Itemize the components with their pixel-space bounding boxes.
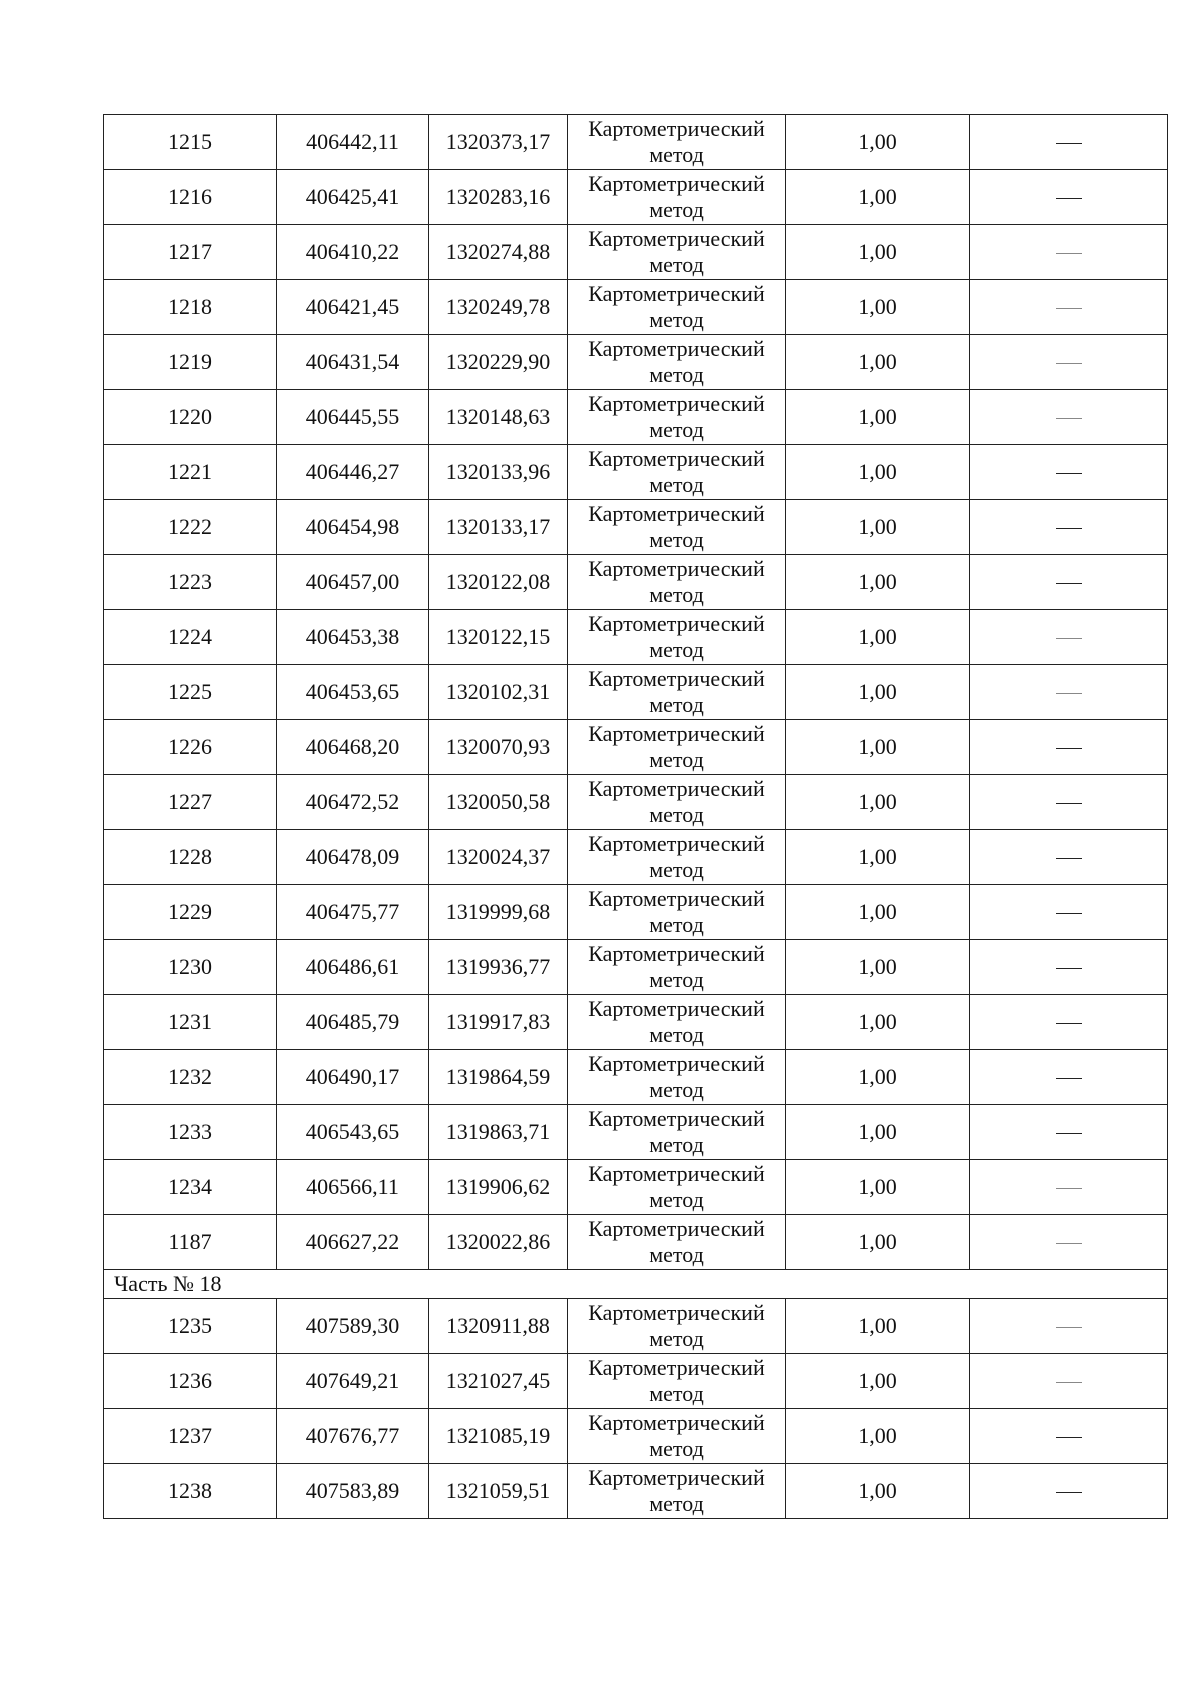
method-line2: метод [649,1491,704,1516]
em-dash-mark [1056,308,1082,309]
em-dash-mark [1056,968,1082,969]
description-cell [970,720,1168,775]
coord-x: 407649,21 [277,1354,429,1409]
coord-y: 1321027,45 [429,1354,568,1409]
em-dash-mark [1056,1133,1082,1134]
coord-y: 1320024,37 [429,830,568,885]
description-cell [970,885,1168,940]
method-line2: метод [649,637,704,662]
coord-y: 1319936,77 [429,940,568,995]
method-cell [568,1160,786,1215]
table-row [104,555,1168,610]
method-line1: Картометрический [588,721,765,746]
precision-value: 1,00 [786,445,970,500]
description-cell [970,225,1168,280]
method-cell [568,720,786,775]
method-line1: Картометрический [588,666,765,691]
table-section-header [104,1270,1168,1299]
method-cell [568,445,786,500]
coord-x: 407676,77 [277,1409,429,1464]
method-line2: метод [649,747,704,772]
table-body-part-b [104,1299,1168,1519]
method-cell [568,170,786,225]
coord-y: 1320122,08 [429,555,568,610]
coord-x: 406453,65 [277,665,429,720]
description-cell [970,830,1168,885]
precision-value: 1,00 [786,775,970,830]
description-cell [970,555,1168,610]
table-row [104,1409,1168,1464]
em-dash-mark [1056,198,1082,199]
em-dash-mark [1056,363,1082,364]
em-dash-mark [1056,1023,1082,1024]
method-line1: Картометрический [588,281,765,306]
method-line2: метод [649,967,704,992]
method-line2: метод [649,582,704,607]
description-cell [970,500,1168,555]
table-row [104,1160,1168,1215]
coord-y: 1320050,58 [429,775,568,830]
point-number: 1238 [104,1464,277,1519]
method-line2: метод [649,1436,704,1461]
method-line1: Картометрический [588,391,765,416]
coord-y: 1320373,17 [429,115,568,170]
coord-y: 1321085,19 [429,1409,568,1464]
point-number: 1233 [104,1105,277,1160]
section-row [104,1270,1168,1299]
point-number: 1232 [104,1050,277,1105]
coord-y: 1320229,90 [429,335,568,390]
coord-x: 406485,79 [277,995,429,1050]
method-line1: Картометрический [588,1051,765,1076]
coord-x: 406446,27 [277,445,429,500]
point-number: 1216 [104,170,277,225]
table-row [104,775,1168,830]
method-line2: метод [649,472,704,497]
table-row [104,940,1168,995]
description-cell [970,445,1168,500]
method-cell [568,555,786,610]
method-cell [568,390,786,445]
method-line2: метод [649,307,704,332]
table-row [104,665,1168,720]
precision-value: 1,00 [786,1299,970,1354]
coord-x: 406627,22 [277,1215,429,1270]
method-cell [568,830,786,885]
coord-y: 1320022,86 [429,1215,568,1270]
description-cell [970,115,1168,170]
description-cell [970,170,1168,225]
coord-x: 406421,45 [277,280,429,335]
coord-y: 1320283,16 [429,170,568,225]
precision-value: 1,00 [786,1215,970,1270]
method-line1: Картометрический [588,831,765,856]
description-cell [970,280,1168,335]
coord-y: 1321059,51 [429,1464,568,1519]
coord-y: 1320274,88 [429,225,568,280]
description-cell [970,1215,1168,1270]
point-number: 1229 [104,885,277,940]
table-row [104,500,1168,555]
point-number: 1223 [104,555,277,610]
precision-value: 1,00 [786,995,970,1050]
coord-x: 406445,55 [277,390,429,445]
em-dash-mark [1056,583,1082,584]
method-line1: Картометрический [588,1465,765,1490]
point-number: 1236 [104,1354,277,1409]
coord-x: 406453,38 [277,610,429,665]
method-line1: Картометрический [588,996,765,1021]
method-cell [568,940,786,995]
description-cell [970,775,1168,830]
method-line2: метод [649,912,704,937]
precision-value: 1,00 [786,1160,970,1215]
em-dash-mark [1056,1437,1082,1438]
coord-x: 406431,54 [277,335,429,390]
precision-value: 1,00 [786,555,970,610]
method-line2: метод [649,527,704,552]
table-row [104,995,1168,1050]
table-row [104,1105,1168,1160]
method-line1: Картометрический [588,1355,765,1380]
point-number: 1227 [104,775,277,830]
method-cell [568,665,786,720]
method-line1: Картометрический [588,1216,765,1241]
method-line1: Картометрический [588,776,765,801]
point-number: 1234 [104,1160,277,1215]
point-number: 1217 [104,225,277,280]
em-dash-mark [1056,1382,1082,1383]
method-cell [568,1215,786,1270]
table-row [104,225,1168,280]
precision-value: 1,00 [786,940,970,995]
method-line2: метод [649,417,704,442]
em-dash-mark [1056,253,1082,254]
point-number: 1221 [104,445,277,500]
method-line1: Картометрический [588,501,765,526]
method-cell [568,335,786,390]
description-cell [970,610,1168,665]
coord-x: 406472,52 [277,775,429,830]
method-line1: Картометрический [588,1106,765,1131]
method-line1: Картометрический [588,446,765,471]
precision-value: 1,00 [786,1354,970,1409]
table-row [104,445,1168,500]
method-line2: метод [649,252,704,277]
em-dash-mark [1056,693,1082,694]
description-cell [970,665,1168,720]
description-cell [970,390,1168,445]
method-cell [568,1409,786,1464]
point-number: 1215 [104,115,277,170]
method-cell [568,225,786,280]
method-line1: Картометрический [588,336,765,361]
method-line1: Картометрический [588,1410,765,1435]
method-line1: Картометрический [588,226,765,251]
point-number: 1230 [104,940,277,995]
coord-x: 406566,11 [277,1160,429,1215]
precision-value: 1,00 [786,830,970,885]
coord-x: 406442,11 [277,115,429,170]
coord-x: 406486,61 [277,940,429,995]
coord-x: 406410,22 [277,225,429,280]
table-row [104,115,1168,170]
table-row [104,170,1168,225]
coord-x: 406478,09 [277,830,429,885]
method-line1: Картометрический [588,941,765,966]
table-row [104,390,1168,445]
method-cell [568,1464,786,1519]
point-number: 1226 [104,720,277,775]
precision-value: 1,00 [786,1105,970,1160]
precision-value: 1,00 [786,1409,970,1464]
em-dash-mark [1056,803,1082,804]
description-cell [970,995,1168,1050]
method-line2: метод [649,857,704,882]
coordinates-table [103,114,1168,1519]
method-cell [568,1105,786,1160]
method-cell [568,775,786,830]
em-dash-mark [1056,748,1082,749]
table-body-part-a [104,115,1168,1270]
precision-value: 1,00 [786,1050,970,1105]
method-cell [568,1354,786,1409]
description-cell [970,1354,1168,1409]
description-cell [970,940,1168,995]
precision-value: 1,00 [786,335,970,390]
point-number: 1231 [104,995,277,1050]
point-number: 1219 [104,335,277,390]
coord-y: 1320911,88 [429,1299,568,1354]
coord-y: 1320122,15 [429,610,568,665]
em-dash-mark [1056,1327,1082,1328]
method-line2: метод [649,1381,704,1406]
em-dash-mark [1056,473,1082,474]
precision-value: 1,00 [786,1464,970,1519]
table-row [104,1215,1168,1270]
precision-value: 1,00 [786,225,970,280]
em-dash-mark [1056,1188,1082,1189]
precision-value: 1,00 [786,115,970,170]
table-row [104,1299,1168,1354]
precision-value: 1,00 [786,280,970,335]
precision-value: 1,00 [786,390,970,445]
section-label: Часть № 18 [104,1270,1168,1299]
method-line2: метод [649,362,704,387]
table-row [104,1354,1168,1409]
method-line2: метод [649,1242,704,1267]
method-cell [568,1299,786,1354]
coord-y: 1319999,68 [429,885,568,940]
method-line2: метод [649,692,704,717]
point-number: 1237 [104,1409,277,1464]
table-row [104,720,1168,775]
coord-x: 406454,98 [277,500,429,555]
method-line1: Картометрический [588,556,765,581]
coord-x: 406475,77 [277,885,429,940]
point-number: 1228 [104,830,277,885]
precision-value: 1,00 [786,500,970,555]
precision-value: 1,00 [786,720,970,775]
precision-value: 1,00 [786,665,970,720]
description-cell [970,1299,1168,1354]
description-cell [970,1409,1168,1464]
point-number: 1222 [104,500,277,555]
precision-value: 1,00 [786,170,970,225]
coord-y: 1320070,93 [429,720,568,775]
method-line2: метод [649,1022,704,1047]
precision-value: 1,00 [786,885,970,940]
description-cell [970,1105,1168,1160]
method-line2: метод [649,802,704,827]
method-line2: метод [649,197,704,222]
coord-y: 1319906,62 [429,1160,568,1215]
table-row [104,830,1168,885]
method-line2: метод [649,1077,704,1102]
coord-x: 406490,17 [277,1050,429,1105]
coord-x: 406468,20 [277,720,429,775]
coord-x: 406425,41 [277,170,429,225]
description-cell [970,1050,1168,1105]
method-cell [568,995,786,1050]
point-number: 1218 [104,280,277,335]
method-cell [568,610,786,665]
description-cell [970,335,1168,390]
coord-y: 1319917,83 [429,995,568,1050]
coord-y: 1320148,63 [429,390,568,445]
method-line2: метод [649,1187,704,1212]
method-line1: Картометрический [588,611,765,636]
em-dash-mark [1056,1243,1082,1244]
coord-y: 1320133,17 [429,500,568,555]
em-dash-mark [1056,913,1082,914]
table-row [104,335,1168,390]
method-line1: Картометрический [588,1161,765,1186]
coord-y: 1319863,71 [429,1105,568,1160]
em-dash-mark [1056,1492,1082,1493]
method-line1: Картометрический [588,171,765,196]
method-line1: Картометрический [588,116,765,141]
coord-y: 1320133,96 [429,445,568,500]
table-row [104,1464,1168,1519]
em-dash-mark [1056,858,1082,859]
description-cell [970,1464,1168,1519]
em-dash-mark [1056,418,1082,419]
coord-x: 406543,65 [277,1105,429,1160]
point-number: 1220 [104,390,277,445]
table-row [104,610,1168,665]
coord-x: 406457,00 [277,555,429,610]
method-cell [568,280,786,335]
precision-value: 1,00 [786,610,970,665]
coord-y: 1319864,59 [429,1050,568,1105]
coord-x: 407583,89 [277,1464,429,1519]
table-row [104,885,1168,940]
em-dash-mark [1056,638,1082,639]
coord-x: 407589,30 [277,1299,429,1354]
em-dash-mark [1056,1078,1082,1079]
coord-y: 1320249,78 [429,280,568,335]
method-cell [568,115,786,170]
point-number: 1224 [104,610,277,665]
em-dash-mark [1056,143,1082,144]
method-line2: метод [649,1132,704,1157]
point-number: 1225 [104,665,277,720]
description-cell [970,1160,1168,1215]
method-line1: Картометрический [588,886,765,911]
method-line2: метод [649,1326,704,1351]
coord-y: 1320102,31 [429,665,568,720]
table-row [104,1050,1168,1105]
method-cell [568,500,786,555]
method-line1: Картометрический [588,1300,765,1325]
em-dash-mark [1056,528,1082,529]
point-number: 1235 [104,1299,277,1354]
method-cell [568,1050,786,1105]
method-line2: метод [649,142,704,167]
table-row [104,280,1168,335]
method-cell [568,885,786,940]
point-number: 1187 [104,1215,277,1270]
